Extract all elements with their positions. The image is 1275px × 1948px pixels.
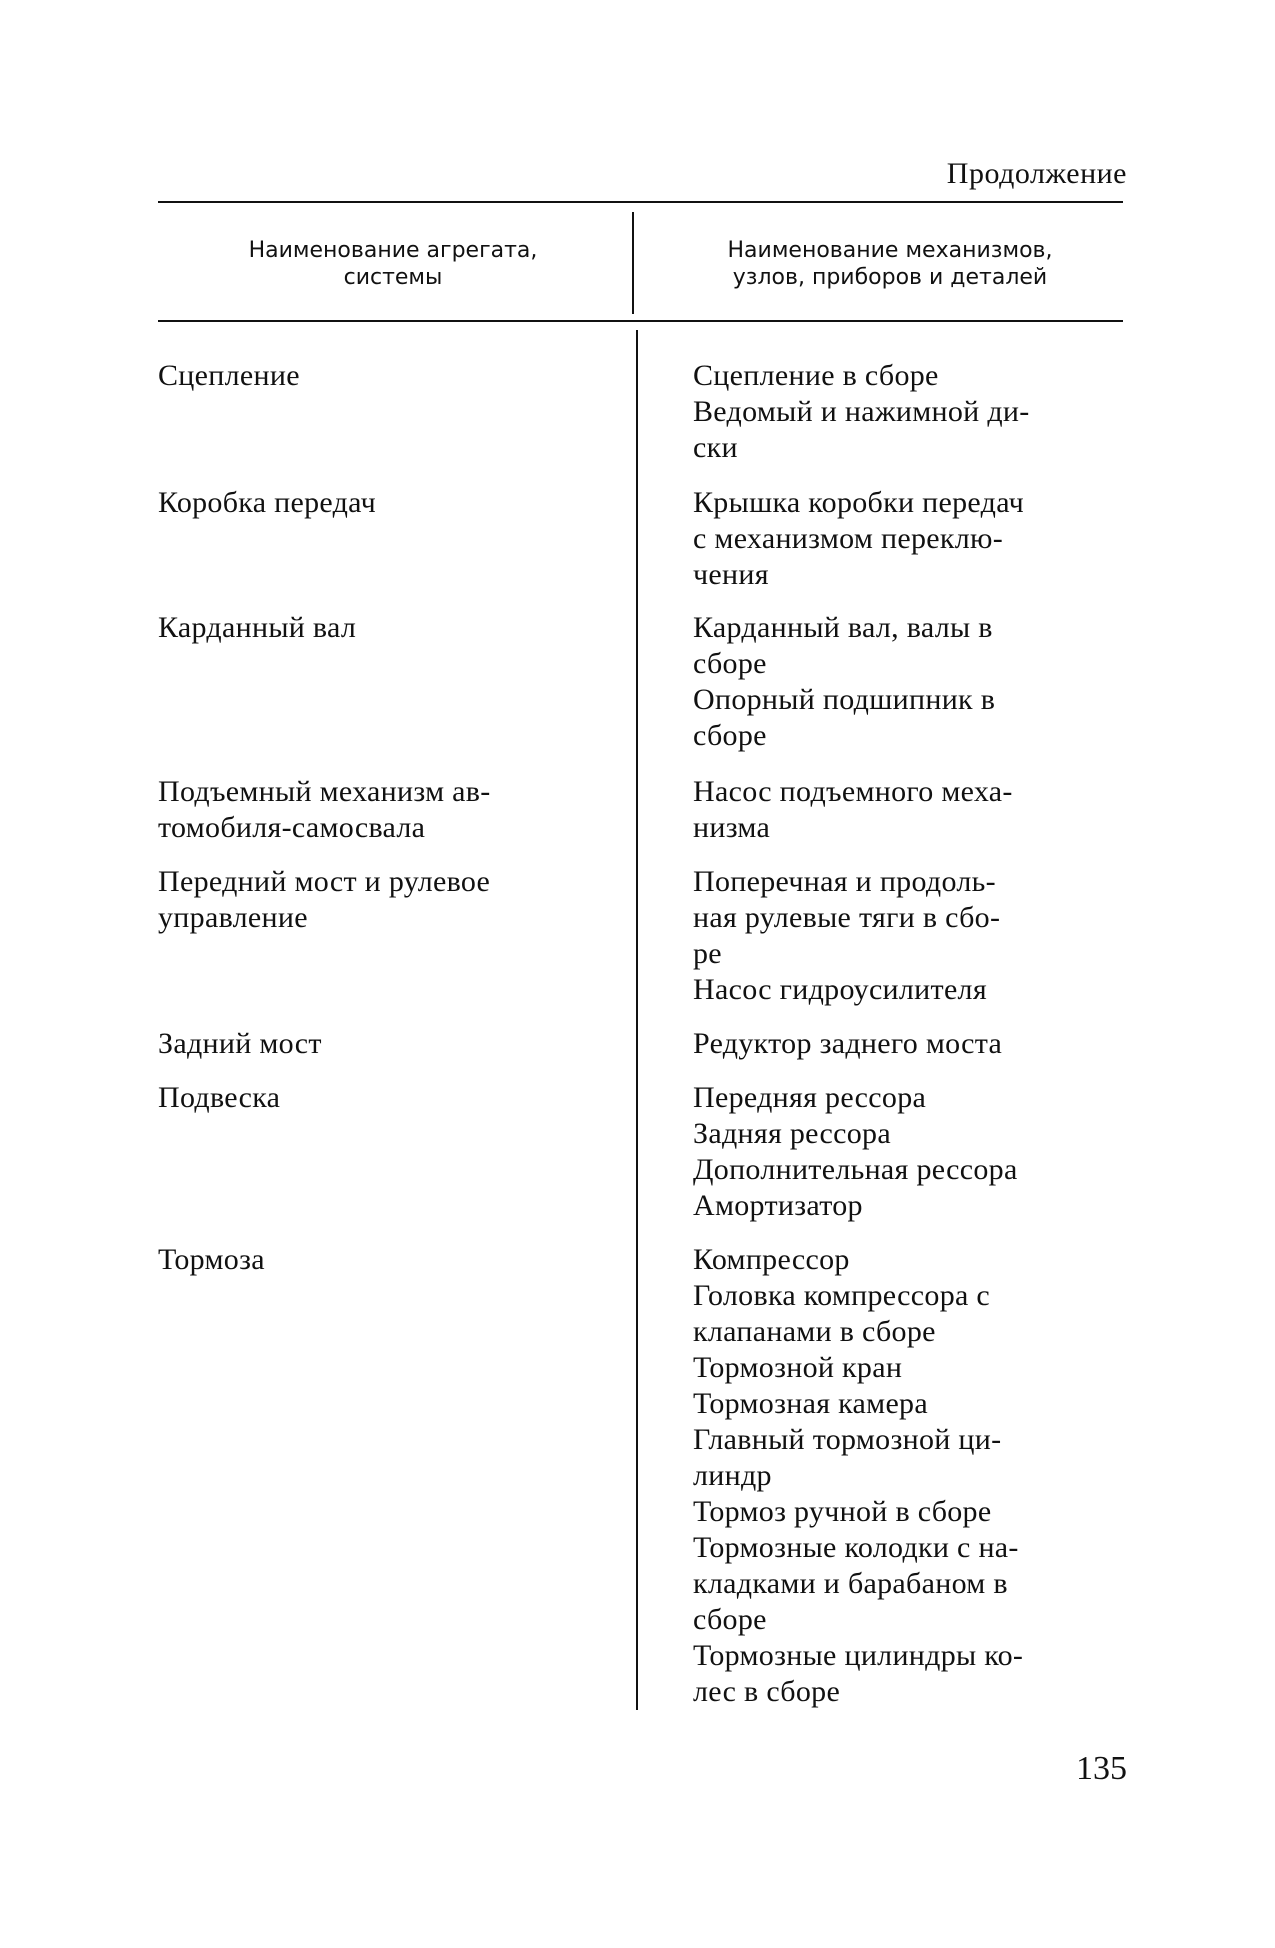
part-line: Редуктор заднего моста	[693, 1027, 1003, 1060]
part-line: Головка компрессора с	[693, 1279, 991, 1312]
header-right	[660, 237, 1120, 291]
unit-line: Подвеска	[158, 1081, 281, 1114]
part-line: Тормозной кран	[693, 1351, 903, 1384]
part-line: линдр	[693, 1459, 772, 1492]
table-top-rule	[158, 201, 1123, 203]
part-line: Дополнительная рессора	[693, 1153, 1018, 1186]
table-row-parts	[693, 485, 1123, 593]
part-line: Поперечная и продоль-	[693, 865, 996, 898]
part-line: кладками и барабаном в	[693, 1567, 1008, 1600]
part-line: Амортизатор	[693, 1189, 863, 1222]
page-number: 135	[1076, 1750, 1127, 1787]
table-row-parts	[693, 610, 1123, 754]
part-line: сборе	[693, 1603, 767, 1636]
table-row-unit	[158, 1026, 598, 1062]
part-line: сборе	[693, 719, 767, 752]
table-row-parts	[693, 358, 1123, 466]
part-line: низма	[693, 811, 771, 844]
header-left-line: Наименование агрегата,	[248, 238, 538, 263]
part-line: Задняя рессора	[693, 1117, 891, 1150]
part-line: сборе	[693, 647, 767, 680]
body-column-divider	[636, 330, 638, 1710]
unit-line: Тормоза	[158, 1243, 265, 1276]
table-row-unit	[158, 358, 598, 394]
part-line: ре	[693, 937, 722, 970]
part-line: Главный тормозной ци-	[693, 1423, 1002, 1456]
table-row-unit	[158, 610, 598, 646]
table-row-parts	[693, 864, 1123, 1008]
header-column-divider	[632, 212, 634, 314]
part-line: Карданный вал, валы в	[693, 611, 993, 644]
part-line: Насос гидроусилителя	[693, 973, 987, 1006]
header-right-line: Наименование механизмов,	[727, 238, 1053, 263]
part-line: Компрессор	[693, 1243, 850, 1276]
unit-line: томобиля-самосвала	[158, 811, 426, 844]
table-row-parts	[693, 774, 1123, 846]
continuation-label: Продолжение	[946, 157, 1127, 190]
part-line: Насос подъемного меха-	[693, 775, 1013, 808]
part-line: клапанами в сборе	[693, 1315, 936, 1348]
table-row-parts	[693, 1080, 1123, 1224]
part-line: Тормозные цилиндры ко-	[693, 1639, 1024, 1672]
part-line: Тормозная камера	[693, 1387, 928, 1420]
table-row-parts	[693, 1242, 1123, 1710]
part-line: Тормозные колодки с на-	[693, 1531, 1019, 1564]
part-line: с механизмом переклю-	[693, 522, 1004, 555]
header-left	[158, 237, 628, 291]
table-row-unit	[158, 1242, 598, 1278]
part-line: Опорный подшипник в	[693, 683, 996, 716]
unit-line: Сцепление	[158, 359, 300, 392]
table-row-unit	[158, 864, 598, 936]
header-right-line: узлов, приборов и деталей	[732, 265, 1048, 290]
part-line: Передняя рессора	[693, 1081, 927, 1114]
header-left-line: системы	[343, 265, 443, 290]
part-line: Сцепление в сборе	[693, 359, 939, 392]
table-row-unit	[158, 1080, 598, 1116]
unit-line: Подъемный механизм ав-	[158, 775, 491, 808]
unit-line: управление	[158, 901, 308, 934]
unit-line: Передний мост и рулевое	[158, 865, 491, 898]
part-line: Тормоз ручной в сборе	[693, 1495, 992, 1528]
table-row-unit	[158, 485, 598, 521]
part-line: чения	[693, 558, 769, 591]
unit-line: Карданный вал	[158, 611, 357, 644]
part-line: Ведомый и нажимной ди-	[693, 395, 1030, 428]
table-row-unit	[158, 774, 598, 846]
part-line: Крышка коробки передач	[693, 486, 1025, 519]
part-line: лес в сборе	[693, 1675, 841, 1708]
unit-line: Коробка передач	[158, 486, 376, 519]
part-line: ски	[693, 431, 738, 464]
part-line: ная рулевые тяги в сбо-	[693, 901, 1001, 934]
table-row-parts	[693, 1026, 1123, 1062]
unit-line: Задний мост	[158, 1027, 322, 1060]
header-bottom-rule	[158, 320, 1123, 322]
